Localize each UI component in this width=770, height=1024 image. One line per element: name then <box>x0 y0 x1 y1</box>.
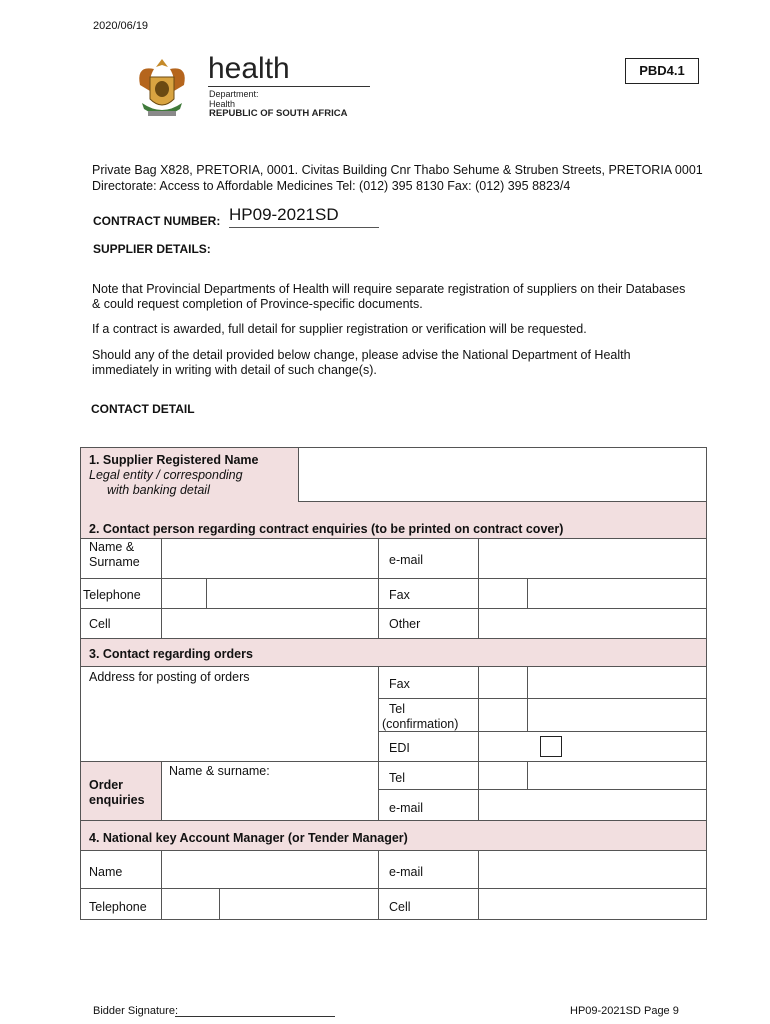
address-posting-label: Address for posting of orders <box>89 670 250 684</box>
s3-fax-input[interactable] <box>528 667 706 698</box>
supplier-name-input[interactable] <box>299 449 705 500</box>
s4-cell-input[interactable] <box>479 889 706 919</box>
s4-title: 4. National key Account Manager (or Tender Manager) <box>89 831 408 845</box>
s2-cell-input[interactable] <box>162 609 378 638</box>
logo-republic: REPUBLIC OF SOUTH AFRICA <box>209 108 348 119</box>
s3-edi-label: EDI <box>389 741 410 755</box>
address-line-2: Directorate: Access to Affordable Medicines Tel: (012) 395 8130 Fax: (012) 395 8823/4 <box>92 179 571 193</box>
signature-line[interactable] <box>175 1016 335 1017</box>
s3-title: 3. Contact regarding orders <box>89 647 253 661</box>
s4-name-input[interactable] <box>162 851 378 888</box>
s3-tel-conf-label-2: (confirmation) <box>382 717 459 731</box>
logo-health: Health <box>209 99 236 109</box>
contact-detail-heading: CONTACT DETAIL <box>91 402 195 416</box>
s3-email-input[interactable] <box>479 790 706 820</box>
note-line-3: If a contract is awarded, full detail for supplier registration or verification will be requested. <box>92 322 587 336</box>
address-line-1: Private Bag X828, PRETORIA, 0001. Civitas Building Cnr Thabo Sehume & Struben Streets, PRETORIA 0001 <box>92 163 703 177</box>
s4-name-label: Name <box>89 865 123 879</box>
s3-tel-input[interactable] <box>528 762 706 789</box>
s1-sub-2: with banking detail <box>107 483 210 497</box>
order-name-surname-input[interactable] <box>162 778 378 820</box>
s2-fax-input[interactable] <box>528 579 706 608</box>
address-posting-input[interactable] <box>81 683 378 761</box>
s2-fax-label: Fax <box>389 588 410 602</box>
form-code-box: PBD4.1 <box>625 58 699 84</box>
page-reference: HP09-2021SD Page 9 <box>570 1005 679 1017</box>
s2-name-label-2: Surname <box>89 555 140 569</box>
edi-checkbox[interactable] <box>540 736 562 757</box>
document-date: 2020/06/19 <box>93 20 149 32</box>
contract-number-field[interactable]: HP09-2021SD <box>229 205 379 228</box>
note-line-4: Should any of the detail provided below change, please advise the National Department of Health <box>92 348 631 362</box>
s2-telephone-input[interactable] <box>207 579 378 608</box>
s3-tel-label: Tel <box>389 771 405 785</box>
logo-department: Department: <box>209 89 259 99</box>
note-line-2: & could request completion of Province-specific documents. <box>92 297 423 311</box>
s3-email-label: e-mail <box>389 801 424 815</box>
s4-cell-label: Cell <box>389 900 411 914</box>
note-line-5: immediately in writing with detail of such change(s). <box>92 363 377 377</box>
signature-label: Bidder Signature: <box>93 1005 178 1017</box>
s3-fax-label: Fax <box>389 677 410 691</box>
supplier-contact-form <box>80 447 707 920</box>
s3-tel-conf-input[interactable] <box>528 699 706 731</box>
health-logo-text: health <box>208 52 290 85</box>
s3-tel-conf-label-1: Tel <box>389 702 405 716</box>
order-enquiries-label-2: enquiries <box>89 793 145 807</box>
s4-email-label: e-mail <box>389 865 424 879</box>
note-line-1: Note that Provincial Departments of Health will require separate registration of suppliers on their Databases <box>92 282 686 296</box>
s2-title: 2. Contact person regarding contract enquiries (to be printed on contract cover) <box>89 522 564 536</box>
s2-name-label-1: Name & <box>89 540 135 554</box>
s2-telephone-label: Telephone <box>83 588 141 602</box>
s1-sub-1: Legal entity / corresponding <box>89 468 243 482</box>
logo-rule <box>208 86 370 87</box>
s2-name-input[interactable] <box>162 539 378 578</box>
s2-other-input[interactable] <box>479 609 706 638</box>
s2-other-label: Other <box>389 617 421 631</box>
contract-number-label: CONTRACT NUMBER: <box>93 214 221 228</box>
s1-title: 1. Supplier Registered Name <box>89 453 259 467</box>
s2-email-input[interactable] <box>479 539 706 578</box>
s4-email-input[interactable] <box>479 851 706 888</box>
order-name-surname-label: Name & surname: <box>169 764 270 778</box>
s4-telephone-label: Telephone <box>89 900 147 914</box>
supplier-details-heading: SUPPLIER DETAILS: <box>93 242 211 256</box>
s2-cell-label: Cell <box>89 617 111 631</box>
s2-email-label: e-mail <box>389 553 424 567</box>
s4-telephone-input[interactable] <box>220 889 378 919</box>
order-enquiries-label-1: Order <box>89 778 124 792</box>
coat-of-arms-icon <box>132 55 192 123</box>
